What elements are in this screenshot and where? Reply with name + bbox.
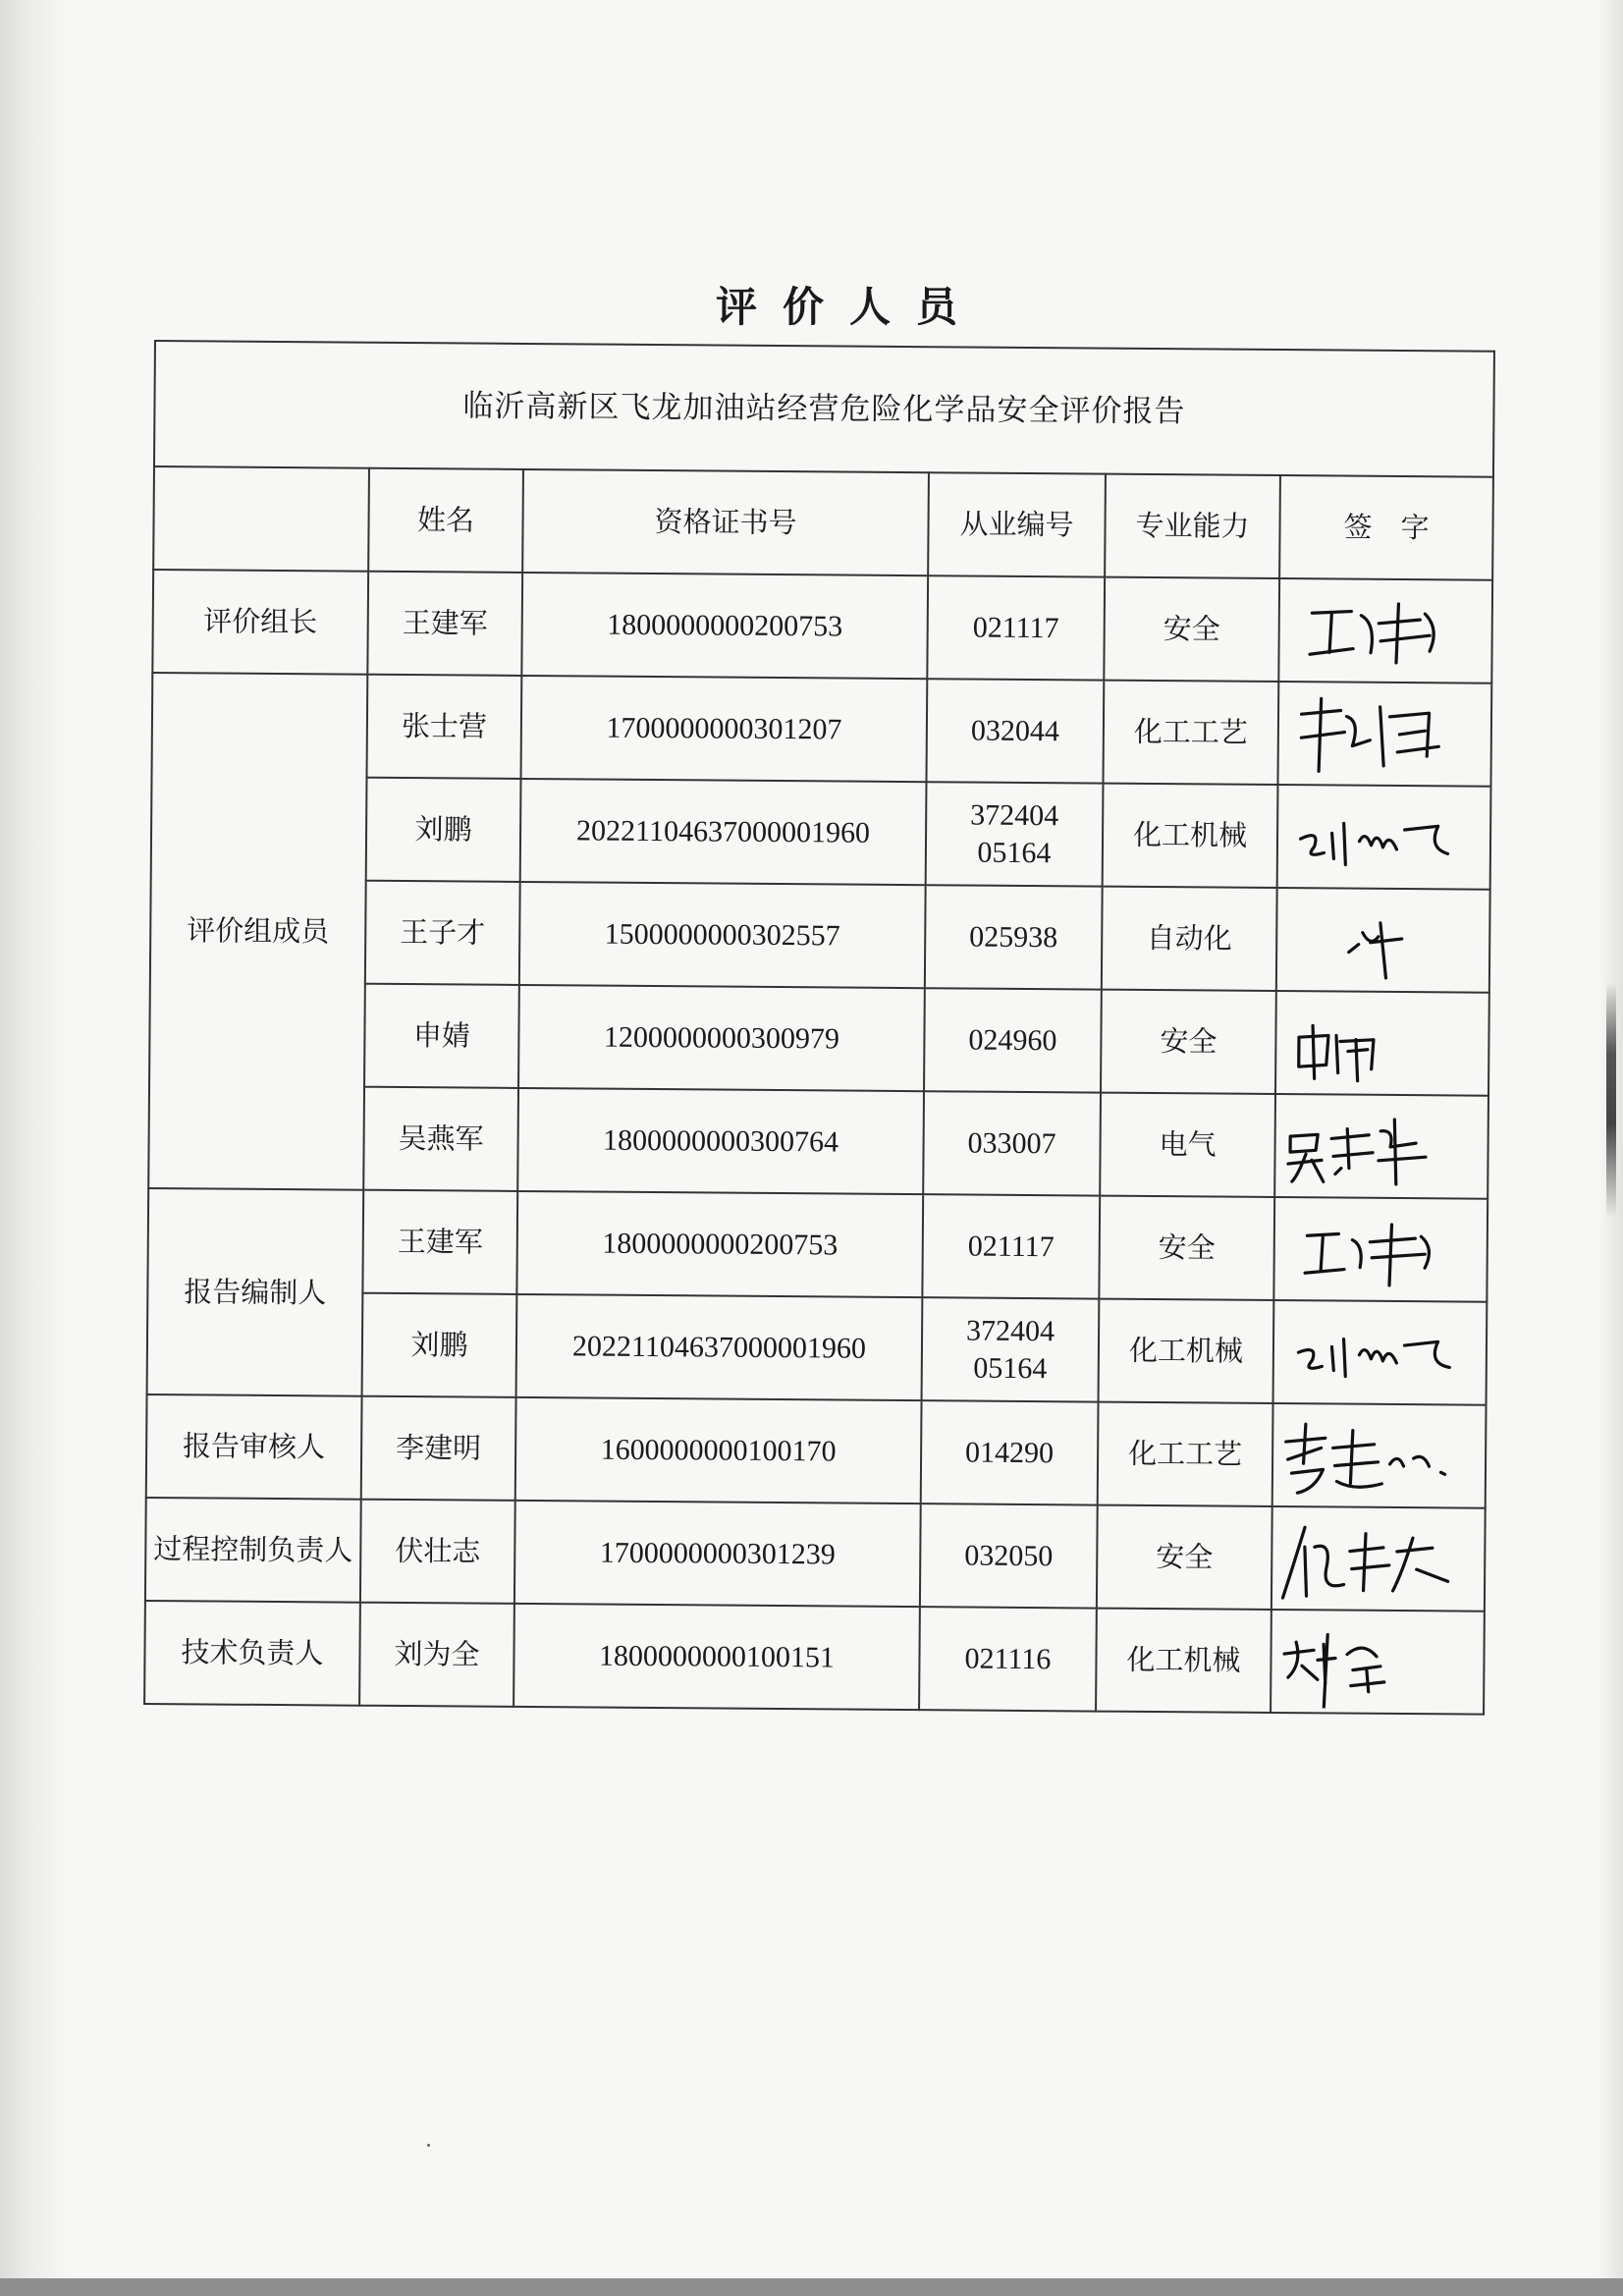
- name-cell: 刘鹏: [362, 1293, 517, 1397]
- page-title: 评价人员: [715, 283, 983, 331]
- signature-cell: [1271, 1506, 1486, 1612]
- header-name: 姓名: [368, 468, 523, 573]
- signature-cell: [1276, 888, 1490, 993]
- signature-cell: [1272, 1403, 1487, 1508]
- specialty-cell: 安全: [1099, 1196, 1274, 1300]
- handwritten-signature: [1279, 583, 1491, 679]
- specialty-cell: 安全: [1097, 1505, 1272, 1610]
- name-cell: 刘鹏: [366, 778, 521, 882]
- practice-cell: 014290: [921, 1400, 1099, 1504]
- role-cell: 报告编制人: [147, 1188, 364, 1396]
- header-role: [153, 466, 369, 572]
- table-header-row: [153, 466, 1493, 580]
- specialty-cell: 安全: [1104, 577, 1279, 682]
- specialty-cell: 电气: [1100, 1093, 1275, 1197]
- staff-table: [143, 340, 1495, 1716]
- handwritten-signature: [1275, 1099, 1488, 1194]
- cert-cell: 1700000000301239: [514, 1501, 921, 1607]
- role-cell: 评价组成员: [148, 673, 367, 1190]
- header-specialty: 专业能力: [1105, 474, 1280, 578]
- signature-cell: [1277, 682, 1491, 787]
- name-cell: 王建军: [367, 572, 522, 676]
- role-cell: 评价组长: [152, 570, 368, 675]
- signature-cell: [1277, 785, 1491, 890]
- signature-cell: [1273, 1197, 1488, 1302]
- specialty-cell: 化工机械: [1096, 1609, 1271, 1713]
- role-cell: 报告审核人: [146, 1394, 362, 1500]
- cert-cell: 1800000000200753: [521, 573, 928, 679]
- cert-cell: 1600000000100170: [515, 1397, 922, 1503]
- specialty-cell: 化工工艺: [1103, 681, 1278, 785]
- table-row: [145, 1498, 1486, 1612]
- name-cell: 李建明: [361, 1396, 516, 1501]
- role-cell: 过程控制负责人: [145, 1498, 361, 1603]
- header-practice: 从业编号: [928, 472, 1106, 576]
- handwritten-signature: [1274, 1305, 1487, 1400]
- name-cell: 张士营: [367, 675, 522, 779]
- handwritten-signature: [1279, 686, 1491, 782]
- practice-line-2: 05164: [973, 1351, 1048, 1385]
- name-cell: 吴燕军: [363, 1087, 518, 1191]
- signature-cell: [1274, 1094, 1488, 1199]
- cert-cell: 1500000000302557: [519, 882, 926, 988]
- practice-cell: 024960: [924, 988, 1102, 1092]
- practice-cell: 032050: [920, 1503, 1098, 1608]
- handwritten-signature: [1274, 1202, 1487, 1297]
- binding-mark: [1606, 982, 1616, 1218]
- specialty-cell: 安全: [1101, 990, 1276, 1094]
- cert-cell: 1800000000300764: [517, 1088, 924, 1194]
- specialty-cell: 自动化: [1102, 887, 1277, 991]
- practice-line-1: 372404: [970, 798, 1059, 833]
- name-cell: 王子才: [365, 881, 520, 985]
- role-cell: 技术负责人: [144, 1601, 360, 1706]
- practice-cell: 032044: [926, 679, 1104, 783]
- table-row: [152, 673, 1492, 787]
- specialty-cell: 化工机械: [1099, 1299, 1274, 1403]
- name-cell: 申婧: [364, 984, 519, 1088]
- table-row: [147, 1188, 1488, 1302]
- header-cert: 资格证书号: [522, 469, 929, 575]
- handwritten-signature: [1277, 893, 1489, 988]
- signature-cell: [1278, 578, 1492, 683]
- speck: [427, 2144, 430, 2147]
- practice-cell: 025938: [925, 885, 1103, 989]
- name-cell: 刘为全: [359, 1603, 514, 1707]
- table-row: [152, 570, 1492, 683]
- cert-cell: 1700000000301207: [521, 676, 928, 782]
- table-row: [144, 1601, 1485, 1715]
- name-cell: 王建军: [362, 1190, 517, 1294]
- practice-cell: 021116: [919, 1607, 1097, 1711]
- practice-cell: 021117: [922, 1194, 1100, 1298]
- handwritten-signature: [1271, 1614, 1484, 1710]
- cert-cell: 1800000000100151: [514, 1604, 920, 1710]
- scan-shadow-left: [0, 0, 69, 2296]
- practice-cell: [926, 782, 1104, 886]
- scan-edge-bottom: [0, 2278, 1623, 2296]
- table-row: [146, 1394, 1487, 1508]
- report-name: 临沂高新区飞龙加油站经营危险化学品安全评价报告: [154, 341, 1494, 477]
- cert-cell: 1200000000300979: [518, 985, 925, 1091]
- handwritten-signature: [1272, 1511, 1485, 1607]
- handwritten-signature: [1276, 996, 1488, 1091]
- cert-cell: 20221104637000001960: [520, 779, 927, 885]
- specialty-cell: 化工机械: [1103, 784, 1278, 888]
- practice-line-2: 05164: [977, 836, 1052, 869]
- name-cell: 伏壮志: [360, 1500, 515, 1604]
- signature-cell: [1271, 1610, 1485, 1715]
- signature-cell: [1273, 1300, 1488, 1405]
- cert-cell: 20221104637000001960: [516, 1294, 923, 1400]
- cert-cell: 1800000000200753: [516, 1191, 923, 1297]
- handwritten-signature: [1273, 1408, 1486, 1503]
- practice-cell: [922, 1297, 1100, 1401]
- handwritten-signature: [1278, 790, 1490, 885]
- specialty-cell: 化工工艺: [1098, 1402, 1273, 1506]
- practice-line-1: 372404: [965, 1314, 1055, 1348]
- practice-cell: 033007: [923, 1091, 1101, 1195]
- signature-cell: [1275, 991, 1489, 1096]
- practice-cell: 021117: [927, 575, 1105, 680]
- header-signature: 签 字: [1279, 475, 1493, 580]
